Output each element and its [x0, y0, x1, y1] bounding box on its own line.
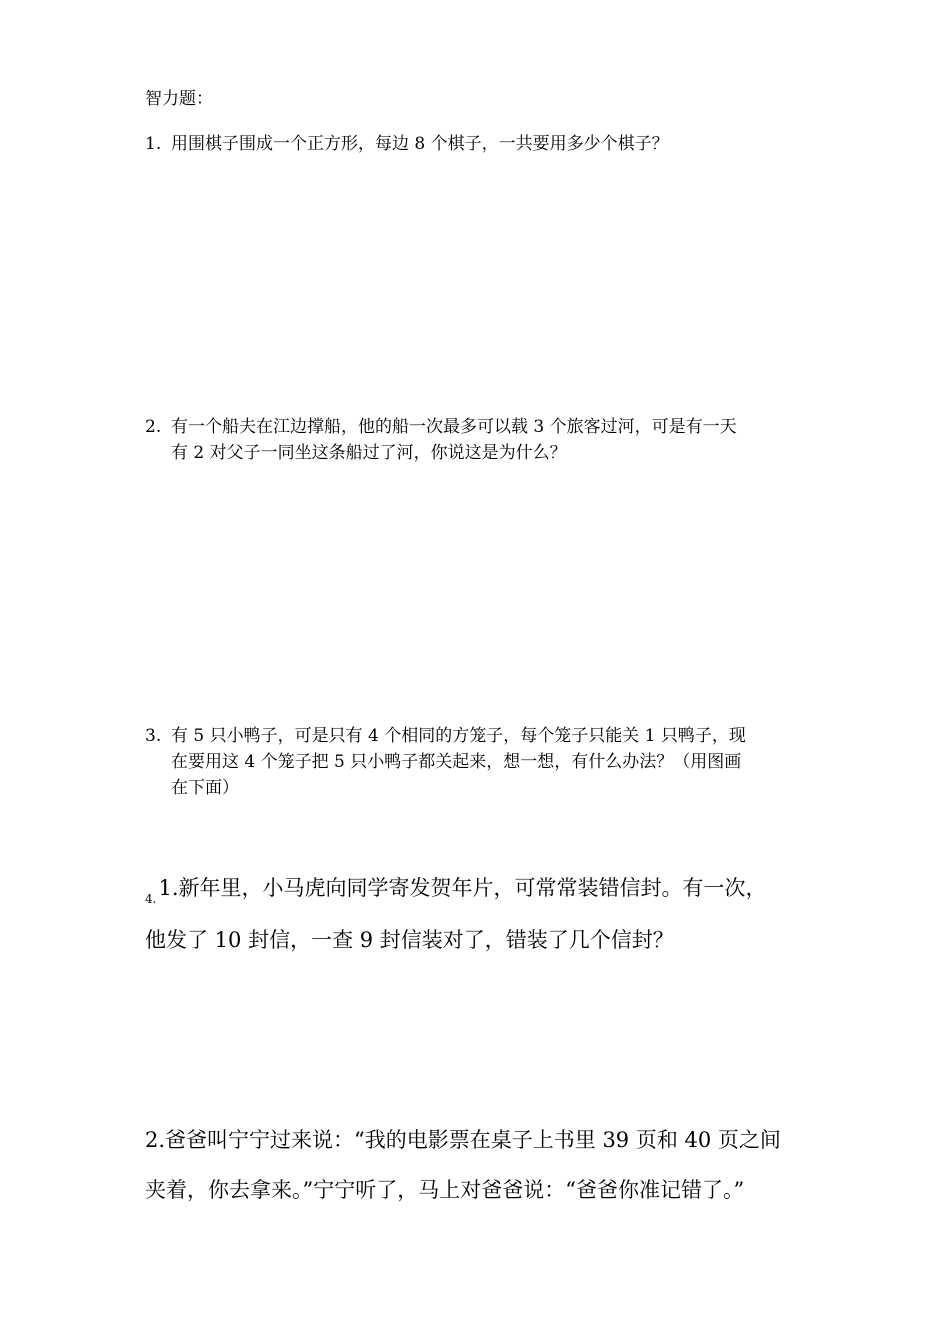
question-1-number: 1.	[145, 134, 162, 154]
question-3-line-2: 在要用这 4 个笼子把 5 只小鸭子都关起来，想一想，有什么办法？（用图画	[171, 752, 742, 772]
question-1-text: 用围棋子围成一个正方形，每边 8 个棋子，一共要用多少个棋子？	[171, 134, 669, 154]
question-2-line-1: 有一个船夫在江边撑船，他的船一次最多可以载 3 个旅客过河，可是有一天	[171, 417, 737, 437]
question-2-line-2: 有 2 对父子一同坐这条船过了河，你说这是为什么？	[171, 443, 567, 463]
question-2-number: 2.	[145, 417, 162, 437]
question-3-number: 3.	[145, 726, 162, 746]
question-4-number: 4.	[145, 892, 157, 906]
question-4-line-2: 他发了 10 封信，一查 9 封信装对了，错装了几个信封？	[145, 928, 674, 952]
question-1	[145, 132, 669, 156]
question-4	[145, 876, 767, 906]
page-heading: 智力题：	[145, 89, 213, 109]
question-3-line-3: 在下面）	[171, 778, 239, 798]
question-5-line-1: 2.爸爸叫宁宁过来说：“我的电影票在桌子上书里 39 页和 40 页之间	[145, 1128, 781, 1152]
question-5-line-2: 夹着，你去拿来。”宁宁听了，马上对爸爸说：“爸爸你准记错了。”	[145, 1178, 745, 1202]
question-3	[145, 724, 746, 800]
question-3-line-1: 有 5 只小鸭子，可是只有 4 个相同的方笼子，每个笼子只能关 1 只鸭子，现	[171, 726, 746, 746]
question-4-line-1: 1.新年里，小马虎向同学寄发贺年片，可常常装错信封。有一次，	[158, 876, 767, 900]
question-2	[145, 415, 737, 465]
